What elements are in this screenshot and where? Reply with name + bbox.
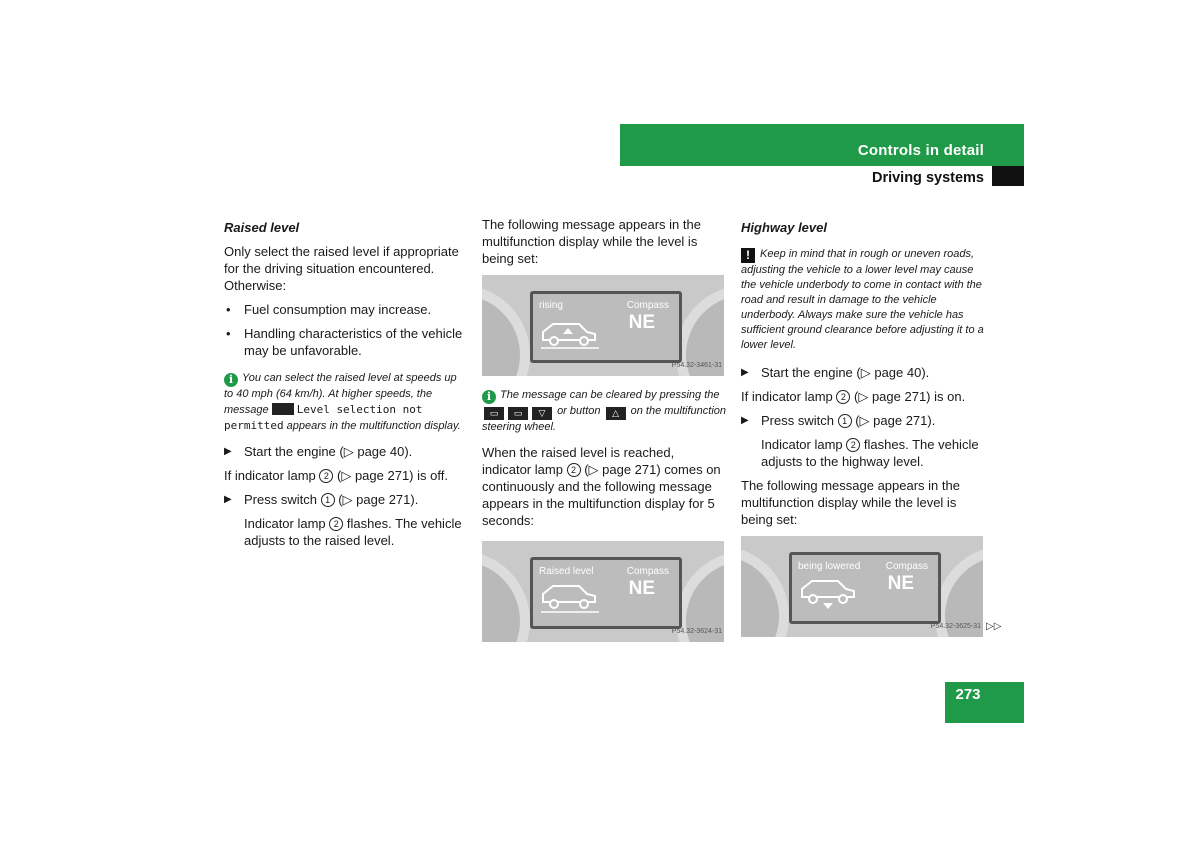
result-text: Indicator lamp 2 flashes. The vehicle adjusts to the highway level. bbox=[761, 437, 979, 469]
figure-code: P54.32-3461-31 bbox=[671, 362, 722, 369]
display-compass-label: Compass bbox=[885, 561, 928, 572]
callout-1-icon: 1 bbox=[321, 493, 335, 507]
info-icon: i bbox=[224, 373, 238, 387]
column-1 bbox=[224, 216, 466, 556]
info-icon: i bbox=[482, 390, 496, 404]
heading-highway-level: Highway level bbox=[741, 220, 827, 235]
display-next-key-icon: ▭ bbox=[508, 407, 528, 420]
result-text: Indicator lamp 2 flashes. The vehicle adjusts to the raised level. bbox=[244, 516, 462, 548]
figure-code: P54.32-3625-31 bbox=[930, 623, 981, 630]
display-paragraph: The following message appears in the multifunction display while the level is being set: bbox=[741, 478, 960, 527]
display-direction: NE bbox=[628, 312, 655, 333]
condition-text: If indicator lamp 2 (▷ page 271) is off. bbox=[224, 468, 448, 483]
intro-paragraph: Only select the raised level if appropriate for the driving situation encountered. Otherwise: bbox=[224, 244, 459, 293]
display-figure-lowering bbox=[741, 536, 983, 637]
section-title: Controls in detail bbox=[857, 142, 984, 159]
header-marker bbox=[992, 166, 1024, 186]
column-2 bbox=[482, 216, 726, 654]
subsection-title: Driving systems bbox=[871, 170, 984, 186]
multifunction-display bbox=[789, 552, 941, 624]
callout-1-icon: 1 bbox=[838, 414, 852, 428]
multifunction-display bbox=[530, 557, 682, 629]
vehicle-lowering-icon bbox=[798, 575, 860, 611]
step-press-switch: ▶ Press switch 1 (▷ page 271). bbox=[224, 492, 419, 507]
display-back-key-icon: ▭ bbox=[484, 407, 504, 420]
step-arrow-icon: ▶ bbox=[741, 415, 749, 426]
warning-note: ! Keep in mind that in rough or uneven roads, adjusting the vehicle to a lower level may cause the vehicle underbody to come in contact with the road and result in damage to the vehicle underbody. Always make sure the vehicle has sufficient ground clearance before adjusting it to a lower level. bbox=[741, 248, 984, 351]
callout-2-icon: 2 bbox=[319, 469, 333, 483]
reached-paragraph: When the raised level is reached, indicator lamp 2 (▷ page 271) comes on continuously and the following message appears in the multifunction display for 5 seconds: bbox=[482, 445, 721, 528]
bullet-item: • Fuel consumption may increase. bbox=[226, 302, 432, 317]
condition-text: If indicator lamp 2 (▷ page 271) is on. bbox=[741, 389, 966, 404]
display-figure-rising bbox=[482, 275, 724, 376]
bullet-item: • Handling characteristics of the vehicle may be unfavorable. bbox=[226, 326, 463, 358]
info-note: i The message can be cleared by pressing the ▭ ▭ ▽ or button △ on the multifunction steering wheel. bbox=[482, 389, 726, 433]
bullet-icon: • bbox=[226, 302, 231, 317]
vehicle-rising-icon bbox=[539, 314, 601, 350]
multifunction-display bbox=[530, 291, 682, 363]
warning-icon: ! bbox=[741, 248, 755, 263]
step-start-engine: ▶ Start the engine (▷ page 40). bbox=[741, 365, 930, 380]
intro-paragraph: The following message appears in the multifunction display while the level is being set: bbox=[482, 217, 701, 266]
page-number: 273 bbox=[955, 686, 981, 703]
display-compass-label: Compass bbox=[626, 566, 669, 577]
display-direction: NE bbox=[887, 573, 914, 594]
step-press-switch: ▶ Press switch 1 (▷ page 271). bbox=[741, 413, 936, 428]
callout-2-icon: 2 bbox=[836, 390, 850, 404]
step-start-engine: ▶ Start the engine (▷ page 40). bbox=[224, 444, 413, 459]
column-3 bbox=[741, 216, 985, 649]
info-note: i You can select the raised level at speeds up to 40 mph (64 km/h). At higher speeds, the message Level selection not permitted appears in the multifunction display. bbox=[224, 372, 461, 432]
gauge-left bbox=[741, 546, 789, 637]
step-arrow-icon: ▶ bbox=[741, 367, 749, 378]
raise-key-icon: △ bbox=[606, 407, 626, 420]
gauge-left bbox=[482, 551, 530, 642]
heading-raised-level: Raised level bbox=[224, 220, 300, 235]
display-status-label: rising bbox=[539, 300, 563, 311]
display-direction: NE bbox=[628, 578, 655, 599]
level-vehicle-icon bbox=[272, 403, 294, 415]
callout-2-icon: 2 bbox=[329, 517, 343, 531]
step-arrow-icon: ▶ bbox=[224, 446, 232, 457]
lower-key-icon: ▽ bbox=[532, 407, 552, 420]
callout-2-icon: 2 bbox=[567, 463, 581, 477]
display-compass-label: Compass bbox=[626, 300, 669, 311]
vehicle-raised-icon bbox=[539, 580, 601, 616]
display-figure-raised bbox=[482, 541, 724, 642]
continued-marker: ▷▷ bbox=[986, 621, 1002, 632]
bullet-icon: • bbox=[226, 326, 231, 341]
display-status-label: Raised level bbox=[539, 566, 594, 577]
callout-2-icon: 2 bbox=[846, 438, 860, 452]
step-arrow-icon: ▶ bbox=[224, 494, 232, 505]
display-status-label: being lowered bbox=[798, 561, 861, 572]
figure-code: P54.32-3624-31 bbox=[671, 628, 722, 635]
gauge-left bbox=[482, 285, 530, 376]
